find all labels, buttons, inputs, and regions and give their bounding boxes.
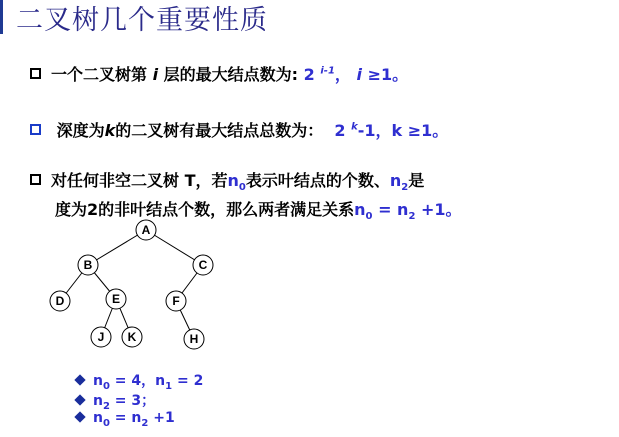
property-2-formula: 2 $^k$-1，k ≥1。 — [334, 121, 449, 140]
property-3-text-a: 对任何非空二叉树 T，若 — [51, 171, 228, 190]
node-label-b: B — [83, 258, 93, 272]
node-label-a: A — [141, 223, 151, 237]
n2-symbol: $n_2$ — [389, 171, 409, 194]
property-2 — [30, 118, 448, 141]
node-label-e: E — [111, 292, 121, 306]
property-1 — [30, 62, 408, 85]
var-k: k — [104, 121, 116, 140]
page-title: 二叉树几个重要性质 — [16, 5, 268, 36]
property-3-text-b: 表示叶结点的个数、 — [245, 171, 390, 190]
property-1-text: 一个二叉树第 — [51, 65, 148, 84]
title-bar — [0, 0, 619, 34]
node-label-c: C — [198, 258, 208, 272]
relation-formula: $n_0 = n_2 +1$。 — [354, 200, 462, 223]
square-bullet-icon — [30, 124, 41, 135]
node-label-f: F — [172, 294, 180, 308]
binary-tree-diagram — [40, 215, 240, 355]
square-bullet-icon — [30, 68, 41, 79]
node-label-k: K — [127, 330, 137, 344]
property-2-text2: 的二叉树有最大结点总数为： — [115, 121, 324, 140]
diamond-bullet-icon — [74, 374, 85, 385]
fact-item: $n_0 = 4$，$n_1 = 2$ — [76, 370, 203, 390]
property-1-formula: 2 $^{i-1}$， i ≥1。 — [303, 65, 409, 84]
property-3-text-d: 度为2的非叶结点个数，那么两者满足关系 — [55, 200, 355, 220]
node-label-d: D — [55, 294, 65, 308]
node-label-h: H — [189, 332, 199, 346]
fact-item: $n_2 = 3$； — [76, 390, 203, 410]
square-bullet-icon — [30, 174, 41, 185]
diamond-bullet-icon — [74, 411, 85, 422]
property-3-text-c: 是 — [408, 171, 425, 190]
diamond-bullet-icon — [74, 394, 85, 405]
n0-symbol: $n_0$ — [227, 171, 246, 194]
facts-list — [76, 370, 203, 430]
node-label-j: J — [97, 330, 105, 344]
var-i: i — [152, 65, 159, 84]
fact-item: $n_0 = n_2 +1$ — [76, 410, 203, 430]
property-2-text: 深度为 — [56, 121, 105, 140]
property-1-text2: 层的最大结点数为: — [163, 65, 299, 84]
